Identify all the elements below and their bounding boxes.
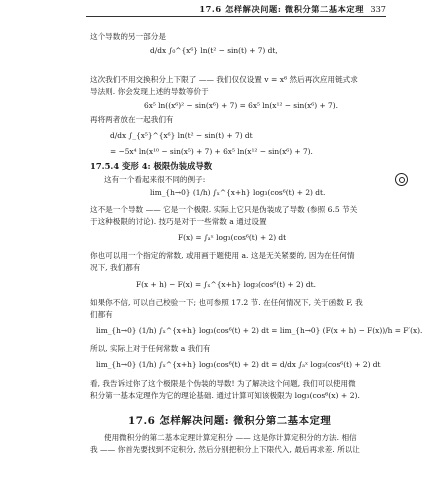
section-heading: 17.6 怎样解决问题: 微积分第二基本定理 [128,415,332,427]
text-line-4: 再将两者放在一起我们有 [90,115,174,124]
equation-4: = −5x⁴ ln(x¹⁰ − sin(x⁵) + 7) + 6x⁵ ln(x¹² − sin(x⁶) + 7). [110,147,313,156]
equation-8: lim_{h→0} (1/h) ∫ₓ^{x+h} log₃(cos⁶(t) + 2) dt = lim_{h→0} (F(x + h) − F(x))/h = F′(x). [96,326,423,335]
text-line-14: 积分第一基本定理作为它的理论基础. 通过计算可知该极限为 log₃(cos⁶(x) + 2). [90,391,360,400]
text-line-10: 如果你不信, 可以自己校验一下; 也可参照 17.2 节. 在任何情况下, 关于函数 F, 我 [90,298,363,307]
running-header-title: 17.6 怎样解决问题: 微积分第二基本定理 [199,4,364,14]
text-line-1: 这个导数的另一部分是 [90,32,166,41]
text-line-7: 于这种极限的讨论). 技巧是对于一些常数 a 通过设置 [90,217,267,226]
running-header [0,0,424,18]
equation-3: d/dx ∫_{x⁵}^{x⁶} ln(t² − sin(t) + 7) dt [110,131,253,140]
text-line-3: 导法则. 你会发现上述的导数等价于 [90,87,209,96]
equation-1: d/dx ∫₀^{x⁶} ln(t² − sin(t) + 7) dt, [150,46,278,55]
text-line-5: 这有一个看起来很不同的例子: [104,175,206,184]
text-line-2: 这次我们不用交换积分上下限了 —— 我们仅仅设置 v = x⁶ 然后再次应用链式求 [90,75,358,84]
text-line-11: 们都有 [90,310,113,319]
equation-9: lim_{h→0} (1/h) ∫ₓ^{x+h} log₃(cos⁶(t) + 2) dt = d/dx ∫ₐˣ log₃(cos⁶(t) + 2) dt [96,360,381,369]
text-line-13: 看, 我告诉过你了这个极限是个伪装的导数! 为了解决这个问题, 我们可以使用微 [90,379,356,388]
text-line-6: 这不是一个导数 —— 它是一个极限. 实际上它只是伪装成了导数 (参照 6.5 节关 [90,205,358,214]
header-rule [86,16,386,17]
text-line-9: 况下, 我们都有 [90,263,141,272]
equation-5: lim_{h→0} (1/h) ∫ₓ^{x+h} log₃(cos⁶(t) + 2) dt. [150,188,326,197]
equation-7: F(x + h) − F(x) = ∫ₓ^{x+h} log₃(cos⁶(t) + 2) dt. [136,280,316,289]
page-number: 337 [370,4,386,14]
text-line-8: 你也可以用一个指定的常数, 或用画于题使用 a. 这是无关紧要的, 因为在任何情 [90,251,355,260]
subsection-heading: 17.5.4 变形 4: 极限伪装成导数 [90,161,213,171]
text-line-16: 我 —— 你首先要找到不定积分, 然后分别把积分上下限代入, 最后再求差. 所以让 [90,445,360,454]
equation-2: 6x⁵ ln((x⁶)² − sin(x⁶) + 7) = 6x⁵ ln(x¹² − sin(x⁶) + 7). [144,101,338,110]
text-line-12: 所以, 实际上对于任何常数 a 我们有 [90,344,211,353]
equation-6: F(x) = ∫ₐˣ log₃(cos⁶(t) + 2) dt [178,233,287,242]
text-line-15: 使用微积分的第二基本定理计算定积分 —— 这是你计算定积分的方法. 相信 [104,433,357,442]
